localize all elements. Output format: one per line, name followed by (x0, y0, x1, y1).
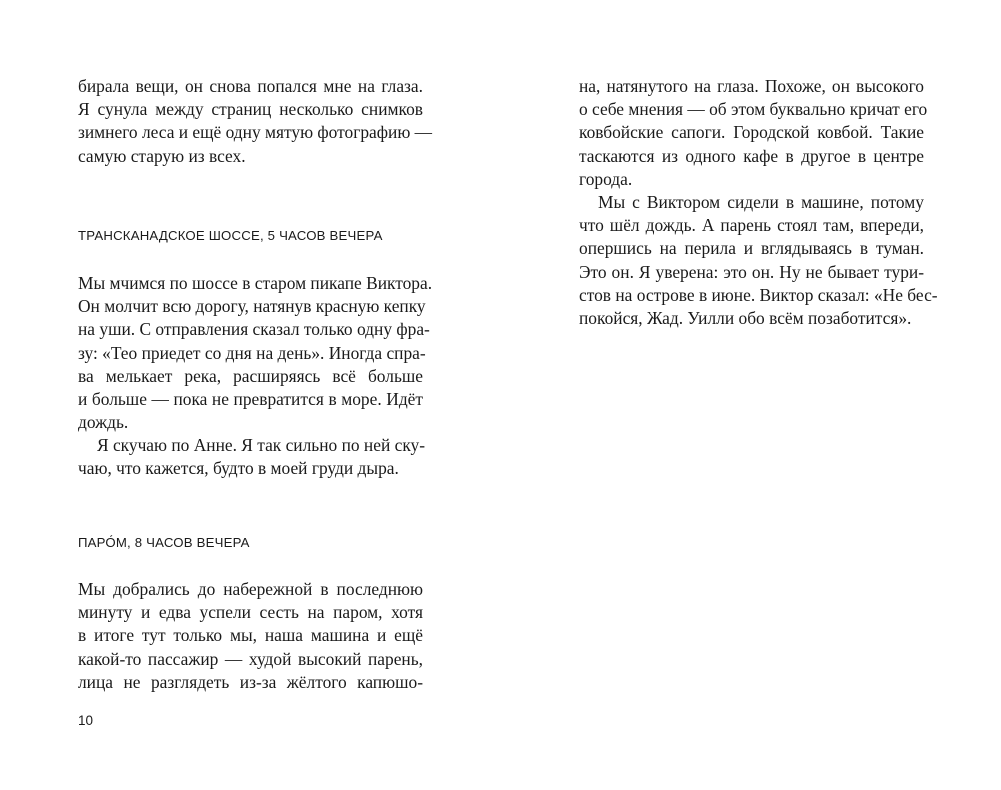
paragraph (78, 434, 426, 480)
text-line: дождь. (78, 412, 129, 433)
text-line: таскаются из одного кафе в другое в центре (579, 145, 924, 166)
section-heading: ТРАНСКАНАДСКОЕ ШОССЕ, 5 ЧАСОВ ВЕЧЕРА (78, 228, 383, 243)
text-line: самую старую из всех. (78, 145, 246, 166)
left-page (0, 0, 500, 790)
text-line: ковбойские сапоги. Городской ковбой. Такие (579, 122, 924, 143)
text-line: покойся, Жад. Уилли обо всём позаботится». (579, 308, 912, 329)
text-line: на, натянутого на глаза. Похоже, он высокого (579, 76, 924, 96)
text-line: Я скучаю по Анне. Я так сильно по ней ску- (97, 435, 426, 455)
text-line: и больше — пока не превратится в море. Идёт (78, 389, 423, 410)
text-line: какой-то пассажир — худой высокий парень, (78, 648, 423, 669)
text-line: города. (579, 168, 633, 189)
text-line: о себе мнения — об этом буквально кричат его (579, 99, 928, 120)
text-line: опершись на перила и вглядываясь в туман. (579, 238, 924, 259)
text-line: зимнего леса и ещё одну мятую фотографию — (78, 122, 433, 143)
paragraph (78, 578, 423, 694)
paragraph (78, 272, 433, 434)
text-line: Он молчит всю дорогу, натянув красную кепку (78, 296, 426, 317)
section-heading: ПАРО́М, 8 ЧАСОВ ВЕЧЕРА (78, 535, 250, 550)
text-line: зу: «Тео приедет со дня на день». Иногда спра- (78, 342, 426, 363)
text-line: ва мелькает река, расширяясь всё больше (78, 365, 423, 386)
text-line: на уши. С отправления сказал только одну фра- (78, 319, 430, 340)
text-line: чаю, что кажется, будто в моей груди дыра. (78, 458, 399, 479)
paragraph-continuation (78, 75, 433, 168)
text-line: в итоге тут только мы, наша машина и ещё (78, 625, 423, 646)
text-line: Мы добрались до набережной в последнюю (78, 579, 423, 599)
page-number: 10 (78, 713, 94, 728)
text-line: минуту и едва успели сесть на паром, хотя (78, 602, 423, 623)
right-page (500, 0, 1001, 790)
paragraph-continuation (579, 75, 928, 191)
paragraph (579, 191, 938, 330)
text-line: стов на острове в июне. Виктор сказал: «Не бес- (579, 284, 938, 305)
text-line: лица не разглядеть из-за жёлтого капюшо- (78, 671, 423, 692)
text-line: Мы с Виктором сидели в машине, потому (598, 192, 924, 212)
text-line: бирала вещи, он снова попался мне на глаза. (78, 76, 423, 96)
text-line: Это он. Я уверена: это он. Ну не бывает тури- (579, 261, 924, 282)
text-line: что шёл дождь. А парень стоял там, впереди, (579, 215, 924, 236)
text-line: Я сунула между страниц несколько снимков (78, 99, 423, 120)
text-line: Мы мчимся по шоссе в старом пикапе Виктора. (78, 273, 433, 293)
